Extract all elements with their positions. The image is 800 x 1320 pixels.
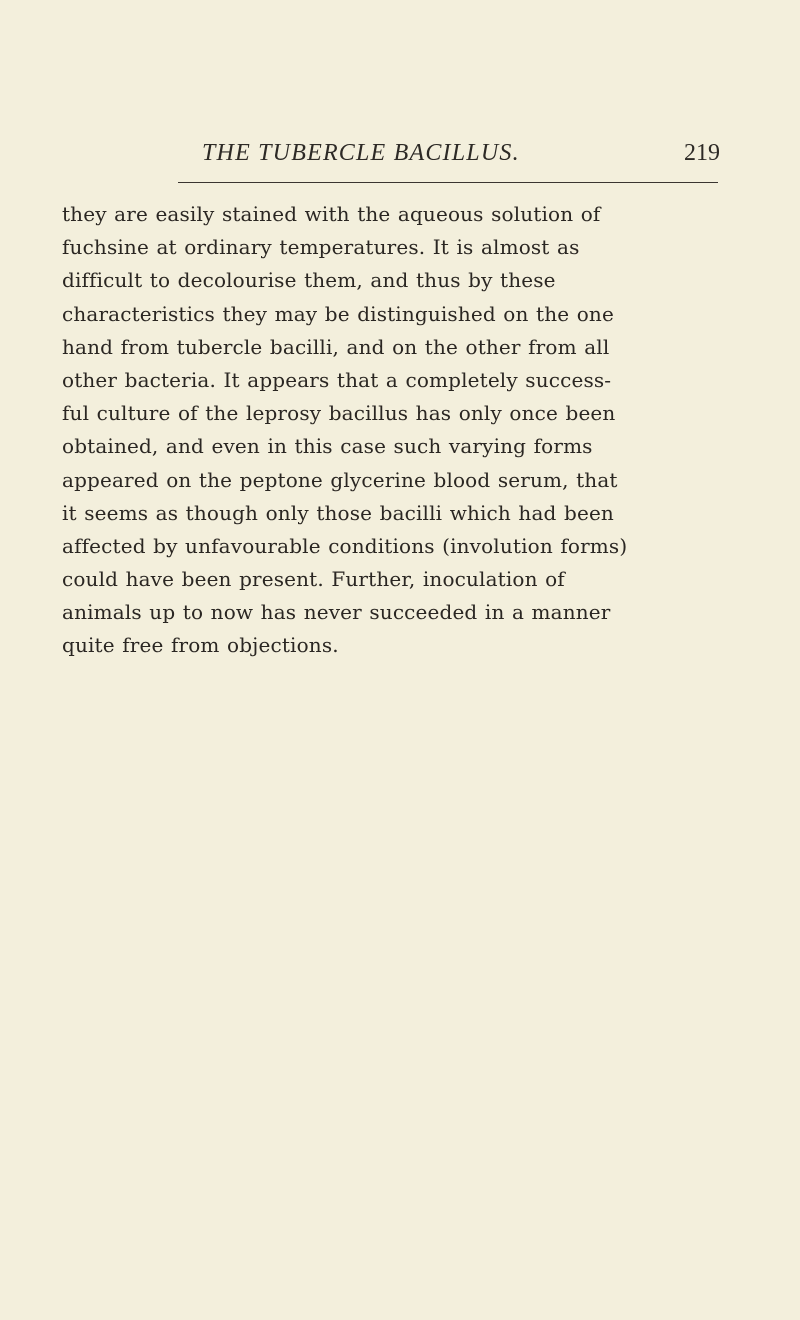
text-line: obtained, and even in this case such varying forms bbox=[62, 434, 593, 459]
text-line: characteristics they may be distinguished on the one bbox=[62, 301, 614, 326]
text-line: could have been present. Further, inoculation of bbox=[62, 567, 565, 592]
text-line: quite free from objections. bbox=[62, 633, 339, 658]
text-line: appeared on the peptone glycerine blood serum, that bbox=[62, 467, 618, 492]
text-line: hand from tubercle bacilli, and on the other from all bbox=[62, 334, 610, 359]
running-head-title: THE TUBERCLE BACILLUS. bbox=[202, 140, 520, 166]
running-head bbox=[202, 138, 722, 174]
text-line: ful culture of the leprosy bacillus has only once been bbox=[62, 401, 616, 426]
text-line: they are easily stained with the aqueous solution of bbox=[62, 202, 601, 226]
header-rule bbox=[178, 182, 718, 183]
text-line: difficult to decolourise them, and thus by these bbox=[62, 268, 556, 293]
text-line: animals up to now has never succeeded in a manner bbox=[62, 600, 611, 625]
text-line: fuchsine at ordinary temperatures. It is almost as bbox=[62, 235, 580, 260]
body-paragraph bbox=[62, 198, 718, 663]
text-line: it seems as though only those bacilli which had been bbox=[62, 500, 614, 525]
text-line: affected by unfavourable conditions (involution forms) bbox=[62, 533, 628, 558]
text-line: other bacteria. It appears that a completely success- bbox=[62, 367, 612, 392]
page-number: 219 bbox=[684, 140, 720, 166]
